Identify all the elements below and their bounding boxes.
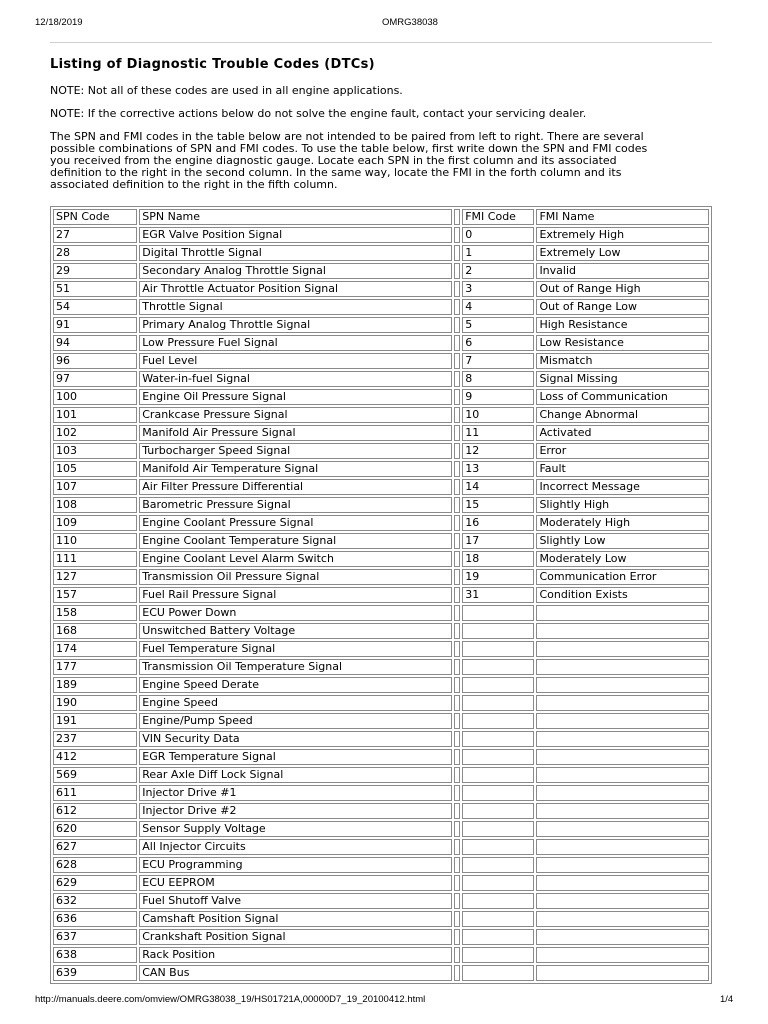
spacer-cell [454, 965, 460, 981]
spacer-cell [454, 245, 460, 261]
fmi-code-cell [462, 965, 534, 981]
spacer-cell [454, 299, 460, 315]
header-fmi-name: FMI Name [536, 209, 709, 225]
table-row [53, 353, 709, 369]
spn-code-cell: 110 [53, 533, 137, 549]
spn-name-cell: Camshaft Position Signal [139, 911, 452, 927]
fmi-name-cell [536, 911, 709, 927]
fmi-name-cell [536, 857, 709, 873]
fmi-name-cell: Loss of Communication [536, 389, 709, 405]
spn-code-cell: 101 [53, 407, 137, 423]
table-row [53, 425, 709, 441]
fmi-name-cell [536, 695, 709, 711]
spn-name-cell: Engine Coolant Pressure Signal [139, 515, 452, 531]
fmi-name-cell [536, 893, 709, 909]
intro-line: definition to the right in the second column. In the same way, locate the FMI in the forth column and its [50, 166, 622, 179]
table-row [53, 659, 709, 675]
fmi-code-cell [462, 947, 534, 963]
spacer-cell [454, 839, 460, 855]
header-fmi-code: FMI Code [462, 209, 534, 225]
spacer-cell [454, 263, 460, 279]
fmi-code-cell: 31 [462, 587, 534, 603]
spacer-cell [454, 227, 460, 243]
header-rule [50, 42, 712, 43]
table-row [53, 281, 709, 297]
table-row [53, 299, 709, 315]
spn-code-cell: 237 [53, 731, 137, 747]
spacer-cell [454, 335, 460, 351]
fmi-name-cell: Extremely High [536, 227, 709, 243]
fmi-code-cell: 2 [462, 263, 534, 279]
spn-name-cell: Fuel Level [139, 353, 452, 369]
spacer-cell [454, 479, 460, 495]
spn-code-cell: 100 [53, 389, 137, 405]
spn-code-cell: 627 [53, 839, 137, 855]
spn-name-cell: CAN Bus [139, 965, 452, 981]
spacer-cell [454, 461, 460, 477]
fmi-name-cell [536, 767, 709, 783]
spn-name-cell: Air Filter Pressure Differential [139, 479, 452, 495]
spn-name-cell: Sensor Supply Voltage [139, 821, 452, 837]
spacer-cell [454, 659, 460, 675]
table-row [53, 587, 709, 603]
spn-code-cell: 111 [53, 551, 137, 567]
fmi-name-cell: Error [536, 443, 709, 459]
table-row [53, 749, 709, 765]
spacer-cell [454, 767, 460, 783]
fmi-code-cell: 10 [462, 407, 534, 423]
fmi-code-cell [462, 677, 534, 693]
spn-code-cell: 127 [53, 569, 137, 585]
fmi-name-cell: Moderately Low [536, 551, 709, 567]
document-body [50, 57, 714, 191]
fmi-name-cell [536, 623, 709, 639]
page-title: Listing of Diagnostic Trouble Codes (DTCs) [50, 57, 375, 72]
spacer-cell [454, 875, 460, 891]
fmi-code-cell: 4 [462, 299, 534, 315]
fmi-name-cell [536, 713, 709, 729]
spacer-cell [454, 551, 460, 567]
spn-code-cell: 158 [53, 605, 137, 621]
spacer-cell [454, 569, 460, 585]
dtc-table [50, 206, 712, 984]
spacer-cell [454, 407, 460, 423]
table-row [53, 677, 709, 693]
fmi-code-cell [462, 695, 534, 711]
table-row [53, 857, 709, 873]
intro-line: you received from the engine diagnostic gauge. Locate each SPN in the first column and its associated [50, 154, 617, 167]
spn-name-cell: Engine/Pump Speed [139, 713, 452, 729]
table-row [53, 803, 709, 819]
spn-code-cell: 91 [53, 317, 137, 333]
table-row [53, 713, 709, 729]
fmi-code-cell: 8 [462, 371, 534, 387]
fmi-code-cell: 19 [462, 569, 534, 585]
spn-code-cell: 639 [53, 965, 137, 981]
spn-code-cell: 109 [53, 515, 137, 531]
spn-name-cell: ECU Programming [139, 857, 452, 873]
fmi-code-cell: 15 [462, 497, 534, 513]
spn-name-cell: Fuel Shutoff Valve [139, 893, 452, 909]
spacer-cell [454, 641, 460, 657]
table-row [53, 443, 709, 459]
fmi-name-cell [536, 749, 709, 765]
spn-name-cell: Engine Speed Derate [139, 677, 452, 693]
spn-name-cell: Crankcase Pressure Signal [139, 407, 452, 423]
fmi-code-cell: 14 [462, 479, 534, 495]
spn-code-cell: 637 [53, 929, 137, 945]
spn-code-cell: 96 [53, 353, 137, 369]
spn-code-cell: 189 [53, 677, 137, 693]
spn-name-cell: Injector Drive #1 [139, 785, 452, 801]
spacer-cell [454, 857, 460, 873]
spn-name-cell: Engine Oil Pressure Signal [139, 389, 452, 405]
fmi-name-cell [536, 839, 709, 855]
spn-code-cell: 611 [53, 785, 137, 801]
fmi-code-cell [462, 659, 534, 675]
fmi-code-cell: 11 [462, 425, 534, 441]
fmi-code-cell [462, 893, 534, 909]
fmi-name-cell: Fault [536, 461, 709, 477]
fmi-name-cell: Invalid [536, 263, 709, 279]
spn-code-cell: 28 [53, 245, 137, 261]
fmi-name-cell: Communication Error [536, 569, 709, 585]
fmi-code-cell [462, 785, 534, 801]
fmi-name-cell [536, 785, 709, 801]
page-footer [0, 994, 768, 1008]
table-row [53, 641, 709, 657]
spn-name-cell: EGR Temperature Signal [139, 749, 452, 765]
spn-code-cell: 636 [53, 911, 137, 927]
spn-code-cell: 168 [53, 623, 137, 639]
intro-paragraph [50, 131, 714, 191]
table-row [53, 551, 709, 567]
spn-code-cell: 51 [53, 281, 137, 297]
spn-name-cell: Fuel Rail Pressure Signal [139, 587, 452, 603]
table-row [53, 497, 709, 513]
spacer-cell [454, 749, 460, 765]
spacer-cell [454, 947, 460, 963]
fmi-code-cell: 5 [462, 317, 534, 333]
spn-name-cell: Digital Throttle Signal [139, 245, 452, 261]
table-row [53, 605, 709, 621]
spn-name-cell: VIN Security Data [139, 731, 452, 747]
spn-code-cell: 177 [53, 659, 137, 675]
spn-name-cell: Turbocharger Speed Signal [139, 443, 452, 459]
spn-name-cell: Manifold Air Temperature Signal [139, 461, 452, 477]
fmi-name-cell: Low Resistance [536, 335, 709, 351]
fmi-name-cell [536, 731, 709, 747]
spn-code-cell: 94 [53, 335, 137, 351]
fmi-name-cell: Moderately High [536, 515, 709, 531]
spn-code-cell: 628 [53, 857, 137, 873]
fmi-code-cell [462, 713, 534, 729]
spacer-cell [454, 623, 460, 639]
fmi-code-cell [462, 731, 534, 747]
fmi-name-cell [536, 875, 709, 891]
table-row [53, 875, 709, 891]
spn-name-cell: Engine Coolant Temperature Signal [139, 533, 452, 549]
table-row [53, 569, 709, 585]
table-row [53, 461, 709, 477]
spn-name-cell: Barometric Pressure Signal [139, 497, 452, 513]
table-row [53, 335, 709, 351]
spn-name-cell: Air Throttle Actuator Position Signal [139, 281, 452, 297]
spn-name-cell: Throttle Signal [139, 299, 452, 315]
spacer-cell [454, 695, 460, 711]
spacer-cell [454, 911, 460, 927]
fmi-name-cell: Slightly Low [536, 533, 709, 549]
table-row [53, 821, 709, 837]
table-row [53, 533, 709, 549]
fmi-name-cell [536, 929, 709, 945]
table-row [53, 479, 709, 495]
document-id: OMRG38038 [382, 17, 438, 28]
fmi-name-cell [536, 947, 709, 963]
print-date: 12/18/2019 [35, 17, 83, 28]
spn-name-cell: Injector Drive #2 [139, 803, 452, 819]
dtc-table-body [53, 209, 709, 981]
spn-name-cell: Unswitched Battery Voltage [139, 623, 452, 639]
spn-name-cell: ECU Power Down [139, 605, 452, 621]
spn-name-cell: Rack Position [139, 947, 452, 963]
fmi-code-cell: 18 [462, 551, 534, 567]
spacer-cell [454, 389, 460, 405]
spn-code-cell: 103 [53, 443, 137, 459]
fmi-code-cell: 6 [462, 335, 534, 351]
spn-code-cell: 632 [53, 893, 137, 909]
spn-code-cell: 620 [53, 821, 137, 837]
spn-code-cell: 97 [53, 371, 137, 387]
table-row [53, 371, 709, 387]
fmi-name-cell: Mismatch [536, 353, 709, 369]
table-row [53, 317, 709, 333]
table-row [53, 911, 709, 927]
fmi-code-cell: 9 [462, 389, 534, 405]
spacer-cell [454, 209, 460, 225]
intro-line: The SPN and FMI codes in the table below are not intended to be paired from left to right. There are several [50, 130, 644, 143]
table-row [53, 407, 709, 423]
spn-code-cell: 29 [53, 263, 137, 279]
spn-code-cell: 102 [53, 425, 137, 441]
fmi-code-cell [462, 821, 534, 837]
spn-name-cell: Engine Coolant Level Alarm Switch [139, 551, 452, 567]
spn-code-cell: 105 [53, 461, 137, 477]
fmi-name-cell [536, 641, 709, 657]
spacer-cell [454, 353, 460, 369]
spacer-cell [454, 821, 460, 837]
spn-name-cell: Manifold Air Pressure Signal [139, 425, 452, 441]
spacer-cell [454, 317, 460, 333]
header-spn-code: SPN Code [53, 209, 137, 225]
spn-code-cell: 638 [53, 947, 137, 963]
fmi-code-cell [462, 875, 534, 891]
spacer-cell [454, 605, 460, 621]
table-row [53, 929, 709, 945]
fmi-code-cell [462, 767, 534, 783]
table-row [53, 623, 709, 639]
spacer-cell [454, 731, 460, 747]
table-row [53, 965, 709, 981]
spn-code-cell: 54 [53, 299, 137, 315]
fmi-name-cell [536, 605, 709, 621]
fmi-name-cell: Incorrect Message [536, 479, 709, 495]
spn-name-cell: Transmission Oil Temperature Signal [139, 659, 452, 675]
spacer-cell [454, 587, 460, 603]
spn-name-cell: Engine Speed [139, 695, 452, 711]
fmi-name-cell: Condition Exists [536, 587, 709, 603]
spn-name-cell: All Injector Circuits [139, 839, 452, 855]
intro-line: possible combinations of SPN and FMI codes. To use the table below, first write down the SPN and FMI codes [50, 142, 648, 155]
table-row [53, 947, 709, 963]
fmi-code-cell: 0 [462, 227, 534, 243]
table-row [53, 245, 709, 261]
fmi-name-cell: Out of Range Low [536, 299, 709, 315]
note-engine-applications: NOTE: Not all of these codes are used in all engine applications. [50, 84, 403, 97]
spn-code-cell: 107 [53, 479, 137, 495]
table-row [53, 389, 709, 405]
fmi-code-cell: 1 [462, 245, 534, 261]
fmi-code-cell [462, 749, 534, 765]
fmi-code-cell [462, 641, 534, 657]
fmi-code-cell [462, 803, 534, 819]
spn-name-cell: ECU EEPROM [139, 875, 452, 891]
fmi-name-cell: Extremely Low [536, 245, 709, 261]
fmi-name-cell [536, 821, 709, 837]
fmi-name-cell [536, 965, 709, 981]
spacer-cell [454, 443, 460, 459]
page-number: 1/4 [720, 994, 734, 1005]
table-row [53, 695, 709, 711]
fmi-code-cell: 17 [462, 533, 534, 549]
spn-code-cell: 191 [53, 713, 137, 729]
spacer-cell [454, 929, 460, 945]
fmi-code-cell [462, 911, 534, 927]
fmi-name-cell: Activated [536, 425, 709, 441]
page-header [0, 17, 768, 31]
spn-name-cell: Secondary Analog Throttle Signal [139, 263, 452, 279]
fmi-name-cell: High Resistance [536, 317, 709, 333]
fmi-name-cell: Slightly High [536, 497, 709, 513]
table-row [53, 767, 709, 783]
spacer-cell [454, 803, 460, 819]
table-row [53, 893, 709, 909]
table-row [53, 785, 709, 801]
spn-code-cell: 174 [53, 641, 137, 657]
table-row [53, 263, 709, 279]
fmi-name-cell [536, 659, 709, 675]
fmi-code-cell: 16 [462, 515, 534, 531]
header-spn-name: SPN Name [139, 209, 452, 225]
fmi-code-cell: 13 [462, 461, 534, 477]
spn-name-cell: EGR Valve Position Signal [139, 227, 452, 243]
spacer-cell [454, 497, 460, 513]
fmi-code-cell [462, 605, 534, 621]
spacer-cell [454, 677, 460, 693]
table-row [53, 839, 709, 855]
dtc-table-container [50, 206, 712, 992]
fmi-code-cell: 3 [462, 281, 534, 297]
note-servicing-dealer: NOTE: If the corrective actions below do not solve the engine fault, contact your servicing dealer. [50, 107, 587, 120]
fmi-name-cell [536, 803, 709, 819]
spn-code-cell: 629 [53, 875, 137, 891]
spacer-cell [454, 893, 460, 909]
spacer-cell [454, 515, 460, 531]
fmi-code-cell [462, 839, 534, 855]
intro-line: associated definition to the right in the fifth column. [50, 178, 338, 191]
spacer-cell [454, 713, 460, 729]
spn-name-cell: Transmission Oil Pressure Signal [139, 569, 452, 585]
spn-code-cell: 569 [53, 767, 137, 783]
spacer-cell [454, 785, 460, 801]
source-url: http://manuals.deere.com/omview/OMRG38038_19/HS01721A,00000D7_19_20100412.html [35, 994, 426, 1005]
fmi-code-cell [462, 623, 534, 639]
fmi-name-cell: Out of Range High [536, 281, 709, 297]
spn-code-cell: 27 [53, 227, 137, 243]
table-row [53, 731, 709, 747]
fmi-name-cell: Change Abnormal [536, 407, 709, 423]
spacer-cell [454, 533, 460, 549]
fmi-name-cell [536, 677, 709, 693]
spacer-cell [454, 281, 460, 297]
table-header-row [53, 209, 709, 225]
table-row [53, 515, 709, 531]
table-row [53, 227, 709, 243]
spn-name-cell: Low Pressure Fuel Signal [139, 335, 452, 351]
spn-name-cell: Rear Axle Diff Lock Signal [139, 767, 452, 783]
spn-name-cell: Primary Analog Throttle Signal [139, 317, 452, 333]
spn-code-cell: 412 [53, 749, 137, 765]
spn-code-cell: 190 [53, 695, 137, 711]
spn-name-cell: Water-in-fuel Signal [139, 371, 452, 387]
fmi-code-cell [462, 857, 534, 873]
fmi-code-cell [462, 929, 534, 945]
spn-name-cell: Fuel Temperature Signal [139, 641, 452, 657]
fmi-code-cell: 7 [462, 353, 534, 369]
spacer-cell [454, 425, 460, 441]
fmi-code-cell: 12 [462, 443, 534, 459]
spn-code-cell: 108 [53, 497, 137, 513]
spn-name-cell: Crankshaft Position Signal [139, 929, 452, 945]
spacer-cell [454, 371, 460, 387]
fmi-name-cell: Signal Missing [536, 371, 709, 387]
spn-code-cell: 157 [53, 587, 137, 603]
spn-code-cell: 612 [53, 803, 137, 819]
